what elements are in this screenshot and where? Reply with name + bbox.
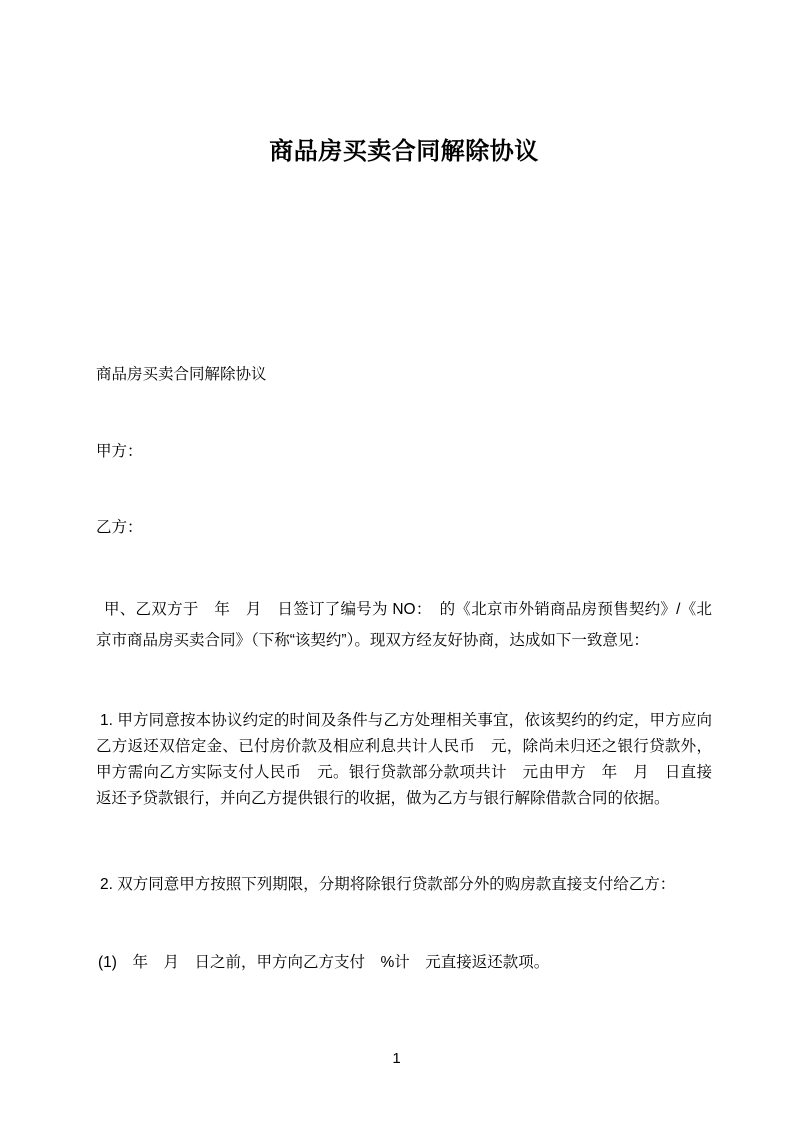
document-subtitle: 商品房买卖合同解除协议 [96,366,267,383]
page-number: 1 [392,1050,401,1067]
party-b-label: 乙方： [96,519,143,536]
document-title: 商品房买卖合同解除协议 [269,138,539,165]
party-a-label: 甲方： [96,443,143,460]
clause-1-paragraph: 1. 甲方同意按本协议约定的时间及条件与乙方处理相关事宜，依该契约的约定，甲方应向乙方返还双倍定金、已付房价款及相应利息共计人民币 元，除尚未归还之银行贷款外，甲方需向乙方实际支付人民币 元。银行贷款部分款项共计 元由甲方 年 月 日直接返还予贷款银行，并向乙方提供银行的收据，做为乙方与银行解除借款合同的依据。 [96,712,712,807]
clause-2-item-1-paragraph: (1) 年 月 日之前，甲方向乙方支付 %计 元直接返还款项。 [98,954,550,971]
clause-2-paragraph: 2. 双方同意甲方按照下列期限，分期将除银行贷款部分外的购房款直接支付给乙方： [100,876,676,893]
intro-paragraph: 甲、乙双方于 年 月 日签订了编号为 NO： 的《北京市外销商品房预售契约》/《北京市商品房买卖合同》（下称“该契约”）。现双方经友好协商，达成如下一致意见： [96,601,712,649]
